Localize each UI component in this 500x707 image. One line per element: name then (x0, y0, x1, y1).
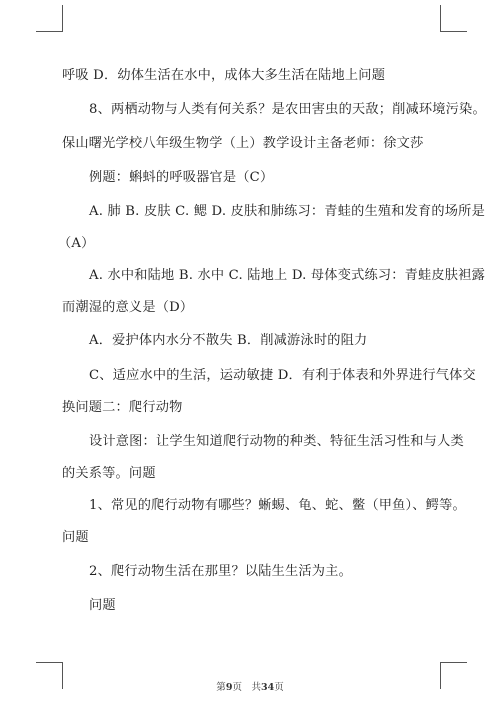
total-page-count: 34 (260, 682, 275, 693)
current-page-number: 9 (225, 682, 233, 693)
crop-mark-top-right-horizontal (440, 31, 467, 32)
crop-mark-bottom-right-horizontal (440, 662, 467, 663)
page-footer (0, 679, 500, 693)
text-line: C、适应水中的生活，运动敏捷 D．有利于体表和外界进行气体交 (89, 368, 476, 383)
text-line: 问题 (62, 530, 89, 545)
text-line: A. 肺 B. 皮肤 C. 鳃 D. 皮肤和肺练习：青蛙的生殖和发育的场所是 (89, 204, 485, 219)
text-line: 换问题二：爬行动物 (62, 400, 183, 415)
text-line: 1、常见的爬行动物有哪些？蜥蜴、龟、蛇、鳖（甲鱼）、鳄等。 (89, 498, 466, 513)
text-line: 呼吸 D．幼体生活在水中，成体大多生活在陆地上问题 (62, 68, 386, 83)
crop-mark-top-left-horizontal (36, 31, 63, 32)
footer-mid: 页 共 (232, 682, 261, 693)
text-line: 的关系等。问题 (62, 466, 156, 481)
crop-mark-bottom-left-horizontal (36, 662, 63, 663)
text-line: 而潮湿的意义是（D） (62, 300, 194, 315)
text-line: 问题 (89, 598, 116, 613)
text-line: 例题：蝌蚪的呼吸器官是（C） (89, 170, 274, 185)
text-line: 设计意图：让学生知道爬行动物的种类、特征生活习性和与人类 (89, 434, 464, 449)
text-line: （A） (58, 236, 95, 251)
footer-prefix: 第 (216, 682, 226, 693)
crop-mark-top-right-vertical (440, 5, 441, 32)
text-line: 保山曙光学校八年级生物学（上）教学设计主备老师：徐文莎 (62, 136, 424, 151)
text-line: A．爱护体内水分不散失 B．削减游泳时的阻力 (89, 333, 368, 348)
text-line: 8、两栖动物与人类有何关系？是农田害虫的天敌；削减环境污染。 (89, 102, 486, 117)
crop-mark-top-left-vertical (62, 5, 63, 32)
footer-suffix: 页 (274, 682, 284, 693)
text-line: 2、爬行动物生活在那里？以陆生生活为主。 (89, 564, 352, 579)
text-line: A. 水中和陆地 B. 水中 C. 陆地上 D. 母体变式练习：青蛙皮肤袒露 (89, 268, 485, 283)
